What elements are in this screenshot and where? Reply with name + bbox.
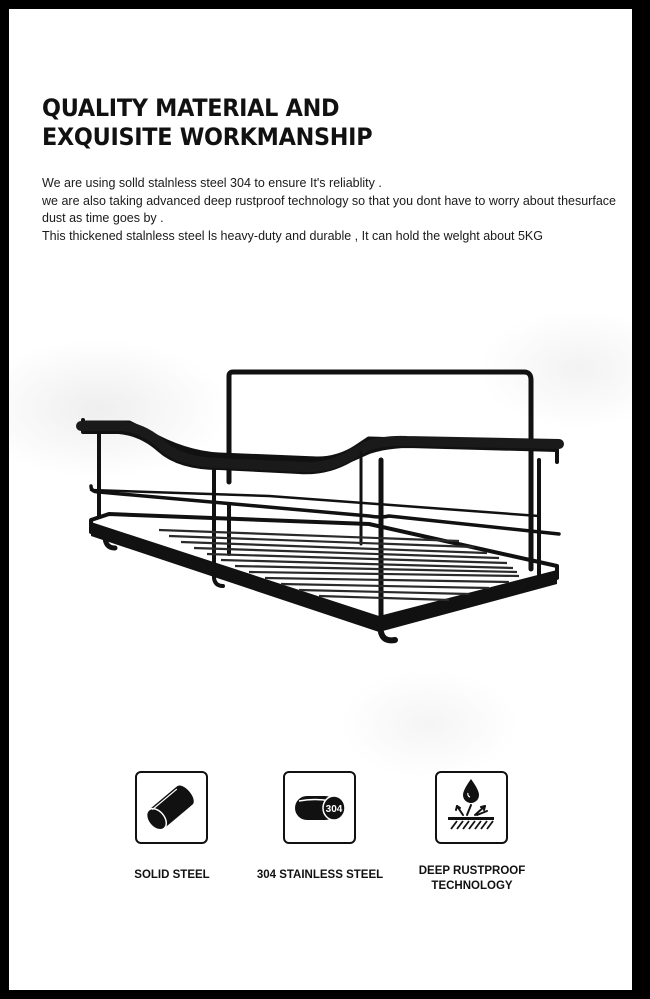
rustproof-icon [435,771,508,844]
product-panel [9,9,632,990]
feature-label: 304 STAINLESS STEEL [256,869,384,881]
feature-label-line: DEEP RUSTPROOF [418,865,526,877]
description-line: we are also taking advanced deep rustproof technology so that you dont have to worry about thesurface dust as time goes by . [42,193,616,225]
feature-label: SOLID STEEL [134,869,210,881]
background-glow [339,669,519,779]
stainless-304-badge: 304 [325,804,343,815]
solid-steel-icon [135,771,208,844]
shower-caddy-rack-image [69,364,569,654]
page-title [42,94,372,152]
page-title-line: QUALITY MATERIAL AND [42,94,340,122]
stainless-304-icon [283,771,356,844]
feature-label-line: TECHNOLOGY [431,880,513,892]
page-title-line: EXQUISITE WORKMANSHIP [42,123,373,151]
description [42,175,632,245]
description-line: This thickened stalnless steel ls heavy-duty and durable , It can hold the welght about 5KG [42,228,543,243]
feature-label [397,864,547,894]
description-line: We are using solld stalnless steel 304 to ensure It's reliablity . [42,176,382,190]
